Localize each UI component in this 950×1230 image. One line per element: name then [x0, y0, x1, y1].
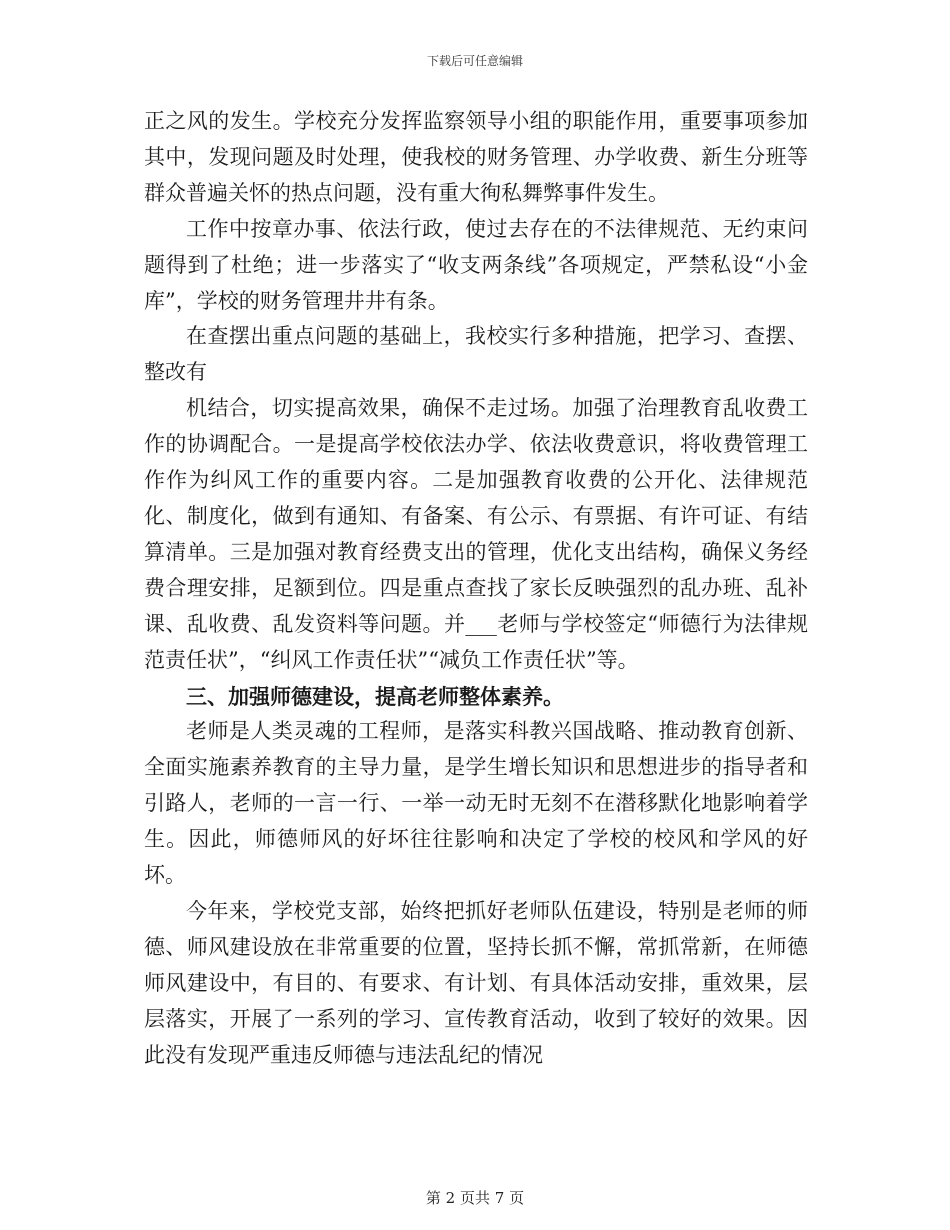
paragraph-key-issues: 在查摆出重点问题的基础上，我校实行多种措施，把学习、查摆、整改有	[144, 324, 808, 385]
paragraph-law-enforcement: 工作中按章办事、依法行政，使过去存在的不法律规范、无约束问题得到了杜绝；进一步落实了“收支两条线”各项规定，严禁私设“小金库”，学校的财务管理井井有条。	[144, 216, 808, 313]
document-body	[144, 104, 808, 1073]
paragraph-fee-management: 机结合，切实提高效果，确保不走过场。加强了治理教育乱收费工作的协调配合。一是提高学校依法办学、依法收费意识，将收费管理工作作为纠风工作的重要内容。二是加强教育收费的公开化、法律规范化、制度化，做到有通知、有备案、有公示、有票据、有许可证、有结算清单。三是加强对教育经费支出的管理，优化支出结构，确保义务经费合理安排，足额到位。四是重点查找了家长反映强烈的乱办班、乱补课、乱收费、乱发资料等问题。并___老师与学校签定“师德行为法律规范责任状”，“纠风工作责任状”“减负工作责任状”等。	[144, 396, 808, 672]
page-header: 下载后可任意编辑	[426, 54, 523, 68]
paragraph-party-branch: 今年来，学校党支部，始终把抓好老师队伍建设，特别是老师的师德、师风建设放在非常重要的位置，坚持长抓不懈，常抓常新，在师德师风建设中，有目的、有要求、有计划、有具体活动安排，重效果，层层落实，开展了一系列的学习、宣传教育活动，收到了较好的效果。因此没有发现严重违反师德与违法乱纪的情况	[144, 898, 808, 1067]
page-number: 第 2 页共 7 页	[425, 1189, 525, 1207]
paragraph-teacher-role: 老师是人类灵魂的工程师，是落实科教兴国战略、推动教育创新、全面实施素养教育的主导力量，是学生增长知识和思想进步的指导者和引路人，老师的一言一行、一举一动无时无刻不在潜移默化地影响着学生。因此，师德师风的好坏往往影响和决定了学校的校风和学风的好坏。	[144, 719, 808, 888]
section-heading-teacher-ethics: 三、加强师德建设，提高老师整体素养。	[186, 683, 564, 709]
paragraph-continuation: 正之风的发生。学校充分发挥监察领导小组的职能作用，重要事项参加其中，发现问题及时处理，使我校的财务管理、办学收费、新生分班等群众普遍关怀的热点问题，没有重大徇私舞弊事件发生。	[144, 109, 808, 205]
